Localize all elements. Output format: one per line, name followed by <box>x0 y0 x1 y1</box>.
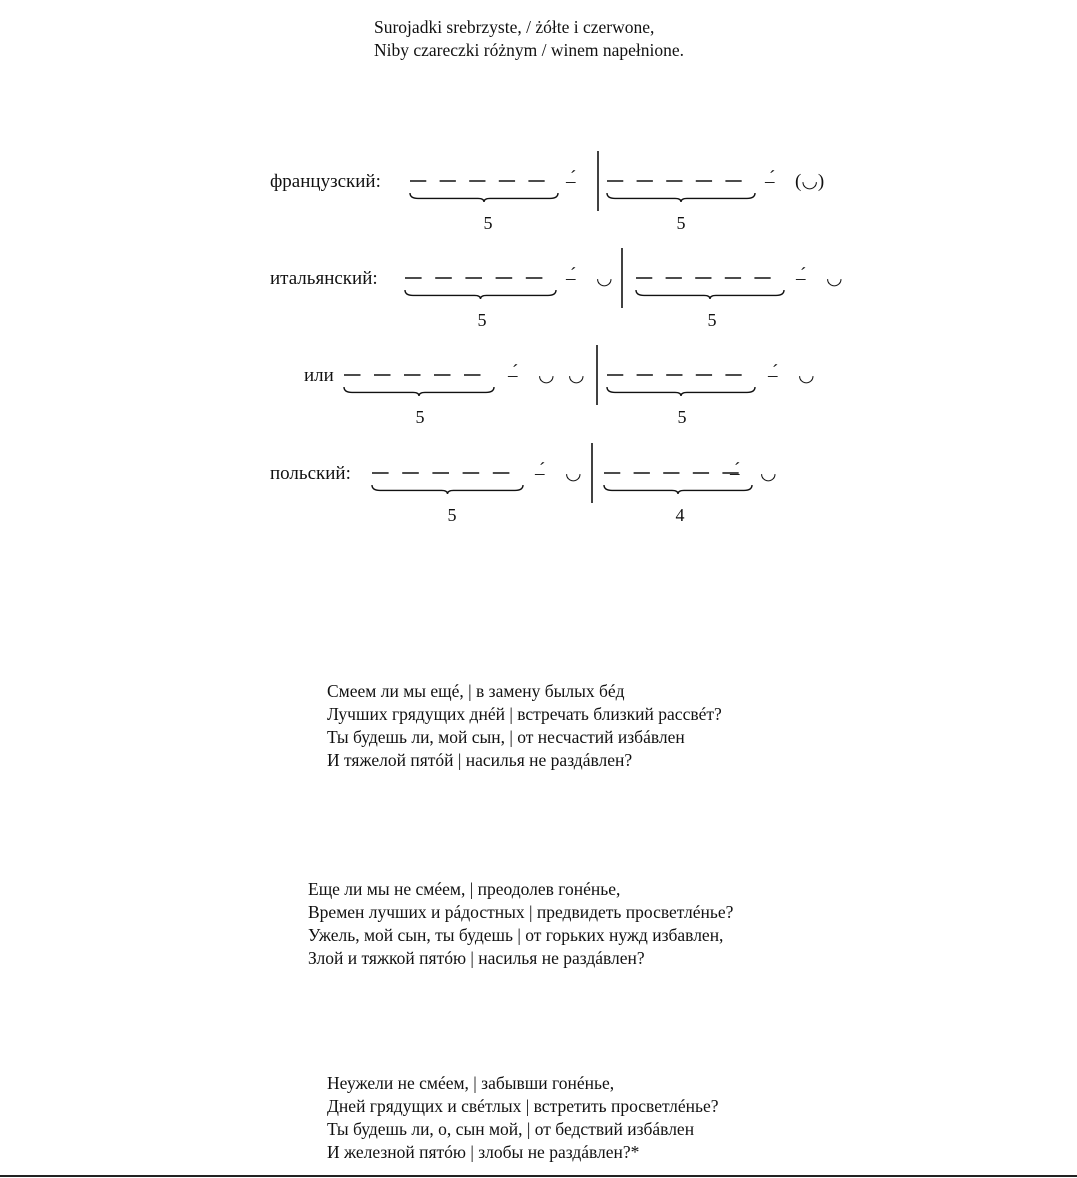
scheme-brace <box>607 193 755 202</box>
scheme-tail-mark: –́ <box>730 463 740 484</box>
verse-block-2 <box>308 878 733 970</box>
scheme-tail-mark: ◡ <box>826 268 843 289</box>
verse-3-line-1: Неужели не смéем, | забывши гонéнье, <box>327 1073 615 1093</box>
scheme-label: польский: <box>270 463 351 484</box>
scheme-tail-mark: –́ <box>566 268 576 289</box>
scheme-label: итальянский: <box>270 268 378 289</box>
page-bottom-rule <box>0 1175 1077 1177</box>
scheme-tail-mark: (◡) <box>795 171 825 192</box>
syllable-count-right: 4 <box>675 505 685 525</box>
scheme-tail-mark: ◡ <box>760 463 777 484</box>
verse-3-line-2: Дней грядущих и свéтлых | встретить просветлéнье? <box>327 1096 719 1116</box>
verse-2-line-2: Времен лучших и рáдостных | предвидеть просветлéнье? <box>308 902 734 922</box>
scheme-brace <box>607 387 755 396</box>
syllable-count-left: 5 <box>447 505 457 525</box>
meter-schemes-diagram <box>0 0 1077 560</box>
scheme-tail-mark: –́ <box>566 171 576 192</box>
syllable-count-left: 5 <box>477 310 487 330</box>
scheme-brace <box>405 290 556 299</box>
scheme-tail-mark: –́ <box>796 268 806 289</box>
scheme-brace <box>604 485 752 494</box>
verse-2-line-4: Злой и тяжкой пятóю | насилья не раздáвлен? <box>308 948 645 968</box>
verse-3-line-4: И железной пятóю | злобы не раздáвлен?* <box>327 1142 640 1162</box>
scheme-tail-mark: –́ <box>535 463 545 484</box>
scheme-tail-mark: ◡ <box>538 365 555 386</box>
quote-line-1: Surojadki srebrzyste, / żółte i czerwone, <box>374 17 655 37</box>
verse-1-line-3: Ты будешь ли, мой сын, | от несчастий избáвлен <box>327 727 685 747</box>
scheme-tail-mark: –́ <box>765 171 775 192</box>
verse-1-line-1: Смеем ли мы ещé, | в замену былых бéд <box>327 681 625 701</box>
scheme-label: французский: <box>270 171 381 192</box>
scheme-brace <box>372 485 523 494</box>
verse-block-3 <box>327 1072 719 1164</box>
scheme-brace <box>636 290 784 299</box>
verse-2-line-1: Еще ли мы не смéем, | преодолев гонéнье, <box>308 879 621 899</box>
verse-3-line-3: Ты будешь ли, о, сын мой, | от бедствий избáвлен <box>327 1119 695 1139</box>
verse-1-line-2: Лучших грядущих днéй | встречать близкий рассвéт? <box>327 704 722 724</box>
syllable-count-right: 5 <box>707 310 717 330</box>
scheme-tail-mark: –́ <box>768 365 778 386</box>
scheme-tail-mark: ◡ <box>568 365 585 386</box>
quote-line-2: Niby czareczki różnym / winem napełnione. <box>374 40 685 60</box>
syllable-count-right: 5 <box>677 407 687 427</box>
scheme-tail-mark: ◡ <box>798 365 815 386</box>
scheme-brace <box>410 193 558 202</box>
scheme-brace <box>344 387 494 396</box>
verse-block-1 <box>327 680 722 772</box>
scheme-tail-mark: –́ <box>508 365 518 386</box>
scheme-tail-mark: ◡ <box>596 268 613 289</box>
syllable-count-left: 5 <box>415 407 425 427</box>
scheme-tail-mark: ◡ <box>565 463 582 484</box>
syllable-count-left: 5 <box>483 213 493 233</box>
verse-1-line-4: И тяжелой пятóй | насилья не раздáвлен? <box>327 750 633 770</box>
scheme-label: или <box>304 365 334 386</box>
syllable-count-right: 5 <box>676 213 686 233</box>
verse-2-line-3: Ужель, мой сын, ты будешь | от горьких нужд избавлен, <box>308 925 724 945</box>
